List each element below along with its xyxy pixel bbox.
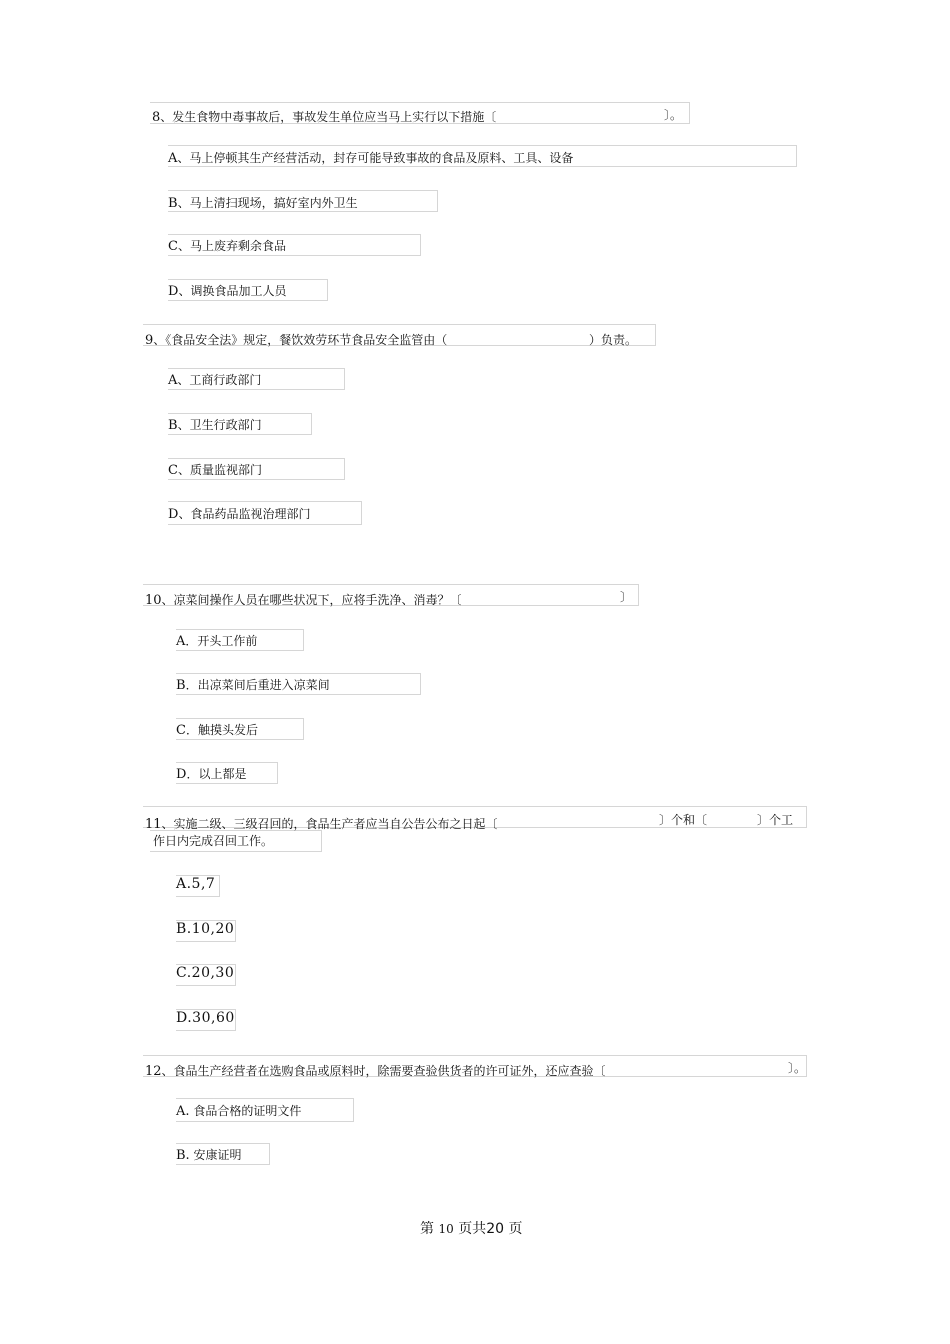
question-11-close: 〕个工 [757,813,794,827]
question-8-option-d[interactable]: D、调换食品加工人员 [168,284,287,299]
question-text: 、食品生产经营者在选购食品或原料时，除需要查验供货者的许可证外，还应查验〔 [161,1064,606,1078]
question-11-line2: 作日内完成召回工作。 [153,834,274,848]
question-number: 12 [145,1064,162,1079]
question-9-close: ）负责。 [589,333,638,347]
question-text: 、凉菜间操作人员在哪些状况下，应将手洗净、消毒？〔 [161,593,462,607]
question-8 [152,108,496,125]
question-text: 、《食品安全法》规定，餐饮效劳环节食品安全监管由（ [153,333,448,347]
question-8-option-a[interactable]: A、马上停顿其生产经营活动，封存可能导致事故的食品及原料、工具、设备 [168,151,574,166]
question-11-mid: 〕个和〔 [659,813,708,827]
question-text: 、发生食物中毒事故后，事故发生单位应当马上实行以下措施〔 [160,110,497,124]
question-10 [145,591,462,608]
question-9 [145,331,447,348]
question-8-option-c[interactable]: C、马上废弃剩余食品 [168,239,286,254]
question-10-option-b[interactable]: B．出凉菜间后重进入凉菜间 [176,678,330,693]
question-11 [145,815,498,832]
question-12-option-b[interactable]: B. 安康证明 [176,1148,242,1163]
question-12-close: 〕。 [788,1061,807,1075]
question-9-option-c[interactable]: C、质量监视部门 [168,463,262,478]
question-text: 、实施二级、三级召回的，食品生产者应当自公告公布之日起〔 [161,817,498,831]
question-10-close: 〕 [620,590,633,604]
question-12-option-a[interactable]: A. 食品合格的证明文件 [176,1104,302,1119]
question-8-close: 〕。 [664,108,683,122]
question-number: 8 [152,110,161,125]
current-page-number: 10 [438,1222,454,1236]
question-10-option-d[interactable]: D．以上都是 [176,767,247,782]
question-11-option-a[interactable]: A.5,7 [176,876,216,892]
question-8-option-b[interactable]: B、马上清扫现场，搞好室内外卫生 [168,196,358,211]
question-number: 9 [145,333,154,348]
question-10-option-a[interactable]: A．开头工作前 [176,634,258,649]
question-9-option-b[interactable]: B、卫生行政部门 [168,418,262,433]
question-12 [145,1062,606,1079]
question-11-option-d[interactable]: D.30,60 [176,1010,235,1026]
page-footer: 第 10 页共20 页 [420,1221,523,1237]
question-11-option-c[interactable]: C.20,30 [176,965,235,981]
question-number: 10 [145,593,162,608]
total-page-number: 20 [486,1221,505,1237]
question-11-option-b[interactable]: B.10,20 [176,921,235,937]
question-9-option-a[interactable]: A、工商行政部门 [168,373,262,388]
question-9-option-d[interactable]: D、食品药品监视治理部门 [168,507,311,522]
question-10-option-c[interactable]: C．触摸头发后 [176,723,258,738]
question-number: 11 [145,817,162,832]
